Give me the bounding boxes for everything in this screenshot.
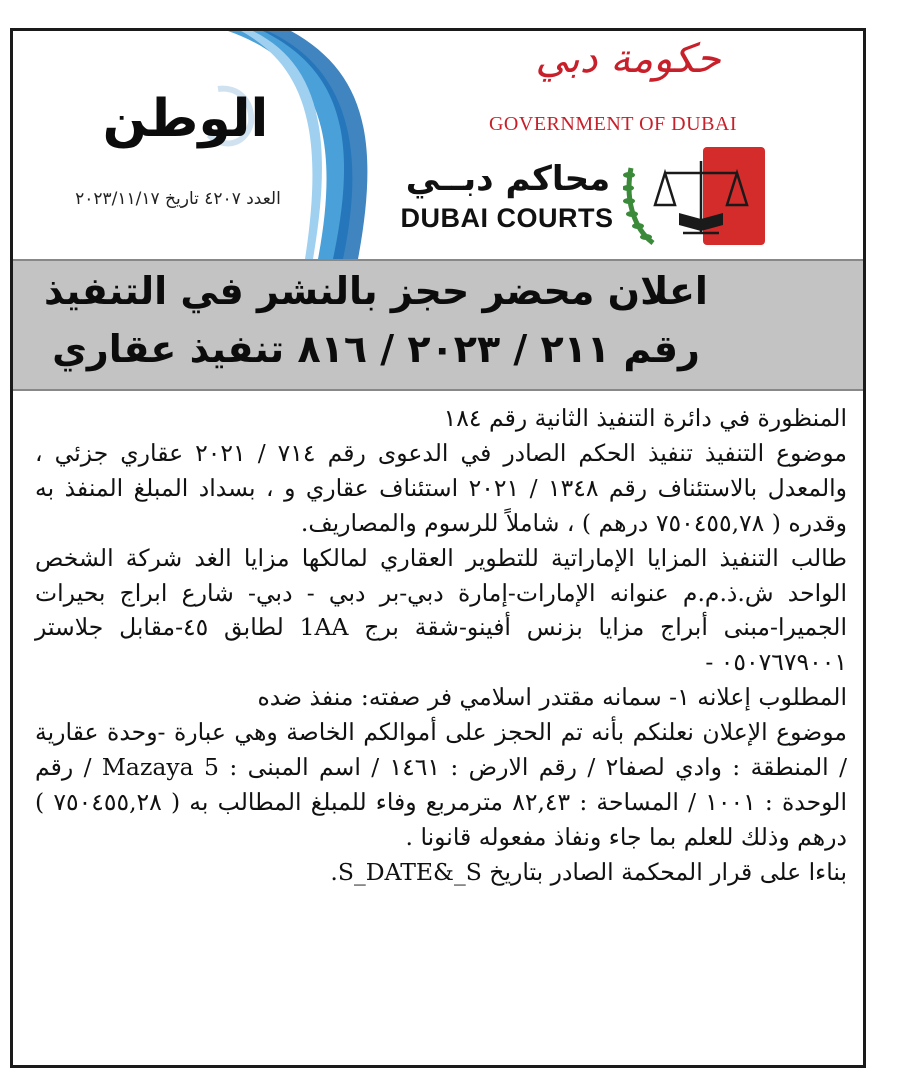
notice-frame	[10, 28, 866, 1068]
notice-title-band	[13, 259, 863, 391]
body-paragraph-notice-subject: موضوع الإعلان نعلنكم بأنه تم الحجز على أموالكم الخاصة وهي عبارة -وحدة عقارية / المنطقة : وادي لصفا٢ / رقم الارض : ١٤٦١ / اسم المبنى : Mazaya 5 / رقم الوحدة : ١٠٠١ / المساحة : ٨٢,٤٣ مترمربع وفاء للمبلغ المطالب به ( ٧٥٠٤٥٥,٢٨ ) درهم وذلك للعلم بما جاء ونفاذ مفعوله قانونا .	[35, 718, 847, 851]
notice-title-line-1: اعلان محضر حجز بالنشر في التنفيذ	[44, 269, 708, 313]
government-english-logo: GOVERNMENT OF DUBAI	[488, 113, 738, 135]
body-paragraph-court-decision: بناءا على قرار المحكمة الصادر بتاريخ S_DATE&_S.	[330, 857, 847, 886]
body-paragraph-respondent: المطلوب إعلانه ١- سمانه مقتدر اسلامي فر صفته: منفذ ضده	[257, 683, 847, 712]
dubai-courts-arabic: محاكم دبــي	[405, 159, 611, 199]
dubai-courts-emblem-icon	[623, 143, 783, 249]
body-paragraph-circuit: المنظورة في دائرة التنفيذ الثانية رقم ١٨٤	[443, 404, 847, 432]
government-arabic-logo: حكومة دبي	[535, 36, 721, 82]
notice-title-line-2: رقم ٢١١ / ٢٠٢٣ / ٨١٦ تنفيذ عقاري	[52, 327, 700, 371]
body-paragraph-execution-subject: موضوع التنفيذ تنفيذ الحكم الصادر في الدعوى رقم ٧١٤ / ٢٠٢١ عقاري جزئي ، والمعدل بالاستئناف رقم ١٣٤٨ / ٢٠٢١ استئناف عقاري و ، بسداد المبلغ المنفذ به وقدره ( ٧٥٠٤٥٥,٧٨ درهم ) ، شاملاً للرسوم والمصاريف.	[35, 438, 848, 537]
body-paragraph-applicant: طالب التنفيذ المزايا الإماراتية للتطوير العقاري لمالكها مزايا الغد شركة الشخص الواحد ش.ذ.م.م عنوانه الإمارات-إمارة دبي-بر دبي - دبي- شارع ابراج بحيرات الجميرا-مبنى أبراج مزايا بزنس أفينو-شقة برج 1AA لطابق ٤٥-مقابل جلاستر ٠٥٠٧٦٧٩٠٠١ -	[35, 543, 847, 677]
issue-date-line: العدد ٤٢٠٧ تاريخ ٢٠٢٣/١١/١٧	[75, 189, 281, 209]
notice-header	[13, 31, 863, 259]
notice-body	[35, 401, 847, 890]
newspaper-title: الوطن	[102, 89, 269, 149]
dubai-courts-english: DUBAI COURTS	[400, 203, 614, 233]
